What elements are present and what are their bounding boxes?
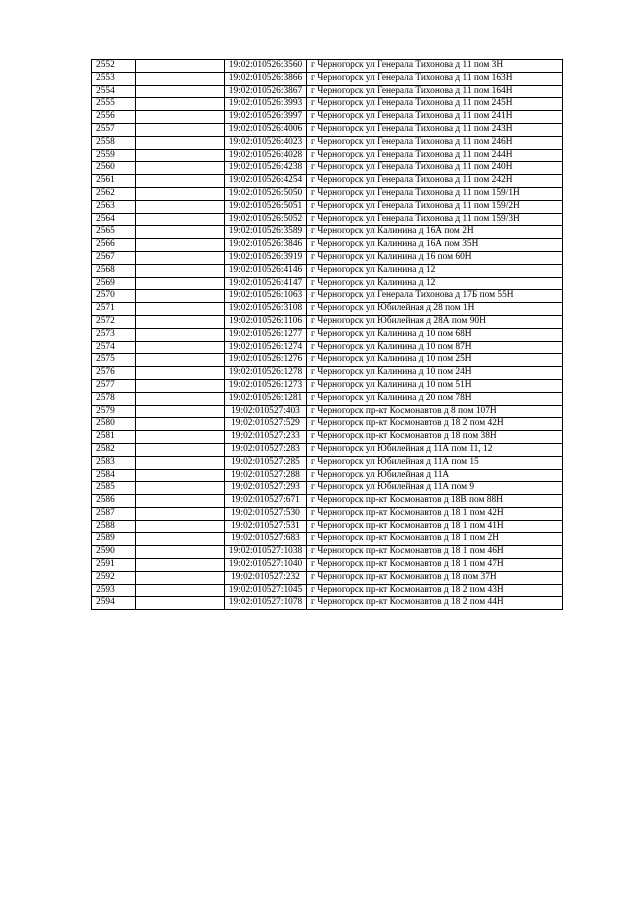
row-number-cell: 2563 xyxy=(92,200,136,213)
address-cell: г Черногорск ул Юбилейная д 11А пом 15 xyxy=(307,456,563,469)
cadastral-number-cell: 19:02:010527:283 xyxy=(225,443,307,456)
empty-cell xyxy=(136,315,225,328)
cadastral-number-cell: 19:02:010527:530 xyxy=(225,507,307,520)
row-number-cell: 2577 xyxy=(92,379,136,392)
table-row xyxy=(92,495,563,508)
table-row xyxy=(92,469,563,482)
cadastral-number-cell: 19:02:010526:5050 xyxy=(225,187,307,200)
empty-cell xyxy=(136,303,225,316)
empty-cell xyxy=(136,367,225,380)
address-cell: г Черногорск ул Юбилейная д 11А пом 11, 12 xyxy=(307,443,563,456)
cadastral-number-cell: 19:02:010527:531 xyxy=(225,520,307,533)
row-number-cell: 2553 xyxy=(92,72,136,85)
cadastral-number-cell: 19:02:010526:4006 xyxy=(225,123,307,136)
address-cell: г Черногорск ул Калинина д 10 пом 68Н xyxy=(307,328,563,341)
address-cell: г Черногорск пр-кт Космонавтов д 18 2 пом 44Н xyxy=(307,597,563,610)
empty-cell xyxy=(136,85,225,98)
cadastral-number-cell: 19:02:010526:1277 xyxy=(225,328,307,341)
cadastral-number-cell: 19:02:010526:3867 xyxy=(225,85,307,98)
address-cell: г Черногорск ул Калинина д 10 пом 24Н xyxy=(307,367,563,380)
cadastral-number-cell: 19:02:010526:3560 xyxy=(225,60,307,73)
address-cell: г Черногорск ул Генерала Тихонова д 11 пом 159/3Н xyxy=(307,213,563,226)
cadastral-number-cell: 19:02:010527:1040 xyxy=(225,559,307,572)
address-cell: г Черногорск ул Генерала Тихонова д 11 пом 159/1Н xyxy=(307,187,563,200)
row-number-cell: 2570 xyxy=(92,290,136,303)
cadastral-number-cell: 19:02:010526:3993 xyxy=(225,98,307,111)
row-number-cell: 2588 xyxy=(92,520,136,533)
table-row xyxy=(92,315,563,328)
cadastral-number-cell: 19:02:010526:1281 xyxy=(225,392,307,405)
empty-cell xyxy=(136,149,225,162)
address-cell: г Черногорск ул Калинина д 12 xyxy=(307,277,563,290)
address-cell: г Черногорск пр-кт Космонавтов д 18 2 пом 42Н xyxy=(307,418,563,431)
table-row xyxy=(92,264,563,277)
empty-cell xyxy=(136,443,225,456)
cadastral-number-cell: 19:02:010527:288 xyxy=(225,469,307,482)
table-row xyxy=(92,584,563,597)
cadastral-number-cell: 19:02:010526:1274 xyxy=(225,341,307,354)
row-number-cell: 2591 xyxy=(92,559,136,572)
row-number-cell: 2585 xyxy=(92,482,136,495)
address-cell: г Черногорск ул Генерала Тихонова д 11 пом 243Н xyxy=(307,123,563,136)
empty-cell xyxy=(136,392,225,405)
row-number-cell: 2555 xyxy=(92,98,136,111)
table-row xyxy=(92,303,563,316)
address-cell: г Черногорск ул Калинина д 16А пом 2Н xyxy=(307,226,563,239)
row-number-cell: 2590 xyxy=(92,546,136,559)
empty-cell xyxy=(136,72,225,85)
cadastral-number-cell: 19:02:010526:1278 xyxy=(225,367,307,380)
table-row xyxy=(92,85,563,98)
table-row xyxy=(92,111,563,124)
table-row xyxy=(92,162,563,175)
cadastral-number-cell: 19:02:010526:3919 xyxy=(225,251,307,264)
empty-cell xyxy=(136,290,225,303)
table-row xyxy=(92,533,563,546)
address-cell: г Черногорск пр-кт Космонавтов д 18 пом 38Н xyxy=(307,431,563,444)
row-number-cell: 2582 xyxy=(92,443,136,456)
empty-cell xyxy=(136,328,225,341)
empty-cell xyxy=(136,123,225,136)
table-row xyxy=(92,200,563,213)
address-cell: г Черногорск ул Генерала Тихонова д 11 пом 242Н xyxy=(307,175,563,188)
table-row xyxy=(92,175,563,188)
address-cell: г Черногорск ул Генерала Тихонова д 11 пом 245Н xyxy=(307,98,563,111)
table-row xyxy=(92,72,563,85)
address-cell: г Черногорск ул Генерала Тихонова д 17Б пом 55Н xyxy=(307,290,563,303)
row-number-cell: 2568 xyxy=(92,264,136,277)
address-cell: г Черногорск ул Генерала Тихонова д 11 пом 241Н xyxy=(307,111,563,124)
row-number-cell: 2569 xyxy=(92,277,136,290)
empty-cell xyxy=(136,341,225,354)
table-row xyxy=(92,418,563,431)
table-row xyxy=(92,379,563,392)
row-number-cell: 2575 xyxy=(92,354,136,367)
address-cell: г Черногорск ул Генерала Тихонова д 11 пом 240Н xyxy=(307,162,563,175)
empty-cell xyxy=(136,495,225,508)
cadastral-number-cell: 19:02:010526:4254 xyxy=(225,175,307,188)
address-cell: г Черногорск ул Калинина д 10 пом 51Н xyxy=(307,379,563,392)
cadastral-number-cell: 19:02:010527:403 xyxy=(225,405,307,418)
address-cell: г Черногорск ул Генерала Тихонова д 11 пом 244Н xyxy=(307,149,563,162)
address-cell: г Черногорск ул Юбилейная д 28А пом 90Н xyxy=(307,315,563,328)
row-number-cell: 2558 xyxy=(92,136,136,149)
address-cell: г Черногорск ул Калинина д 10 пом 25Н xyxy=(307,354,563,367)
table-row xyxy=(92,405,563,418)
cadastral-number-cell: 19:02:010526:1063 xyxy=(225,290,307,303)
empty-cell xyxy=(136,277,225,290)
table-row xyxy=(92,187,563,200)
property-table xyxy=(91,59,563,610)
table-row xyxy=(92,328,563,341)
row-number-cell: 2580 xyxy=(92,418,136,431)
empty-cell xyxy=(136,507,225,520)
address-cell: г Черногорск ул Генерала Тихонова д 11 пом 163Н xyxy=(307,72,563,85)
empty-cell xyxy=(136,559,225,572)
property-table-body xyxy=(92,60,563,610)
table-row xyxy=(92,507,563,520)
row-number-cell: 2562 xyxy=(92,187,136,200)
cadastral-number-cell: 19:02:010526:5051 xyxy=(225,200,307,213)
cadastral-number-cell: 19:02:010527:529 xyxy=(225,418,307,431)
table-row xyxy=(92,239,563,252)
empty-cell xyxy=(136,98,225,111)
table-row xyxy=(92,559,563,572)
empty-cell xyxy=(136,136,225,149)
row-number-cell: 2593 xyxy=(92,584,136,597)
address-cell: г Черногорск пр-кт Космонавтов д 18 1 пом 2Н xyxy=(307,533,563,546)
empty-cell xyxy=(136,187,225,200)
table-row xyxy=(92,149,563,162)
cadastral-number-cell: 19:02:010526:4028 xyxy=(225,149,307,162)
cadastral-number-cell: 19:02:010527:683 xyxy=(225,533,307,546)
empty-cell xyxy=(136,226,225,239)
table-row xyxy=(92,60,563,73)
cadastral-number-cell: 19:02:010526:4146 xyxy=(225,264,307,277)
empty-cell xyxy=(136,584,225,597)
cadastral-number-cell: 19:02:010526:4238 xyxy=(225,162,307,175)
address-cell: г Черногорск ул Калинина д 12 xyxy=(307,264,563,277)
empty-cell xyxy=(136,456,225,469)
table-row xyxy=(92,392,563,405)
empty-cell xyxy=(136,520,225,533)
table-row xyxy=(92,482,563,495)
address-cell: г Черногорск ул Юбилейная д 28 пом 1Н xyxy=(307,303,563,316)
address-cell: г Черногорск ул Калинина д 10 пом 87Н xyxy=(307,341,563,354)
table-row xyxy=(92,443,563,456)
address-cell: г Черногорск ул Калинина д 16 пом 60Н xyxy=(307,251,563,264)
row-number-cell: 2554 xyxy=(92,85,136,98)
table-row xyxy=(92,520,563,533)
cadastral-number-cell: 19:02:010527:1038 xyxy=(225,546,307,559)
address-cell: г Черногорск пр-кт Космонавтов д 18 1 пом 41Н xyxy=(307,520,563,533)
row-number-cell: 2573 xyxy=(92,328,136,341)
cadastral-number-cell: 19:02:010527:1078 xyxy=(225,597,307,610)
address-cell: г Черногорск пр-кт Космонавтов д 18 1 пом 42Н xyxy=(307,507,563,520)
cadastral-number-cell: 19:02:010526:4023 xyxy=(225,136,307,149)
address-cell: г Черногорск ул Генерала Тихонова д 11 пом 164Н xyxy=(307,85,563,98)
row-number-cell: 2574 xyxy=(92,341,136,354)
row-number-cell: 2578 xyxy=(92,392,136,405)
empty-cell xyxy=(136,571,225,584)
row-number-cell: 2556 xyxy=(92,111,136,124)
row-number-cell: 2559 xyxy=(92,149,136,162)
row-number-cell: 2565 xyxy=(92,226,136,239)
row-number-cell: 2594 xyxy=(92,597,136,610)
cadastral-number-cell: 19:02:010526:3589 xyxy=(225,226,307,239)
address-cell: г Черногорск ул Калинина д 20 пом 78Н xyxy=(307,392,563,405)
empty-cell xyxy=(136,200,225,213)
address-cell: г Черногорск ул Юбилейная д 11А пом 9 xyxy=(307,482,563,495)
empty-cell xyxy=(136,60,225,73)
table-row xyxy=(92,354,563,367)
empty-cell xyxy=(136,418,225,431)
empty-cell xyxy=(136,175,225,188)
empty-cell xyxy=(136,482,225,495)
row-number-cell: 2592 xyxy=(92,571,136,584)
table-row xyxy=(92,597,563,610)
table-row xyxy=(92,341,563,354)
cadastral-number-cell: 19:02:010526:5052 xyxy=(225,213,307,226)
row-number-cell: 2587 xyxy=(92,507,136,520)
address-cell: г Черногорск ул Калинина д 16А пом 35Н xyxy=(307,239,563,252)
address-cell: г Черногорск пр-кт Космонавтов д 18 1 пом 47Н xyxy=(307,559,563,572)
empty-cell xyxy=(136,162,225,175)
empty-cell xyxy=(136,213,225,226)
row-number-cell: 2560 xyxy=(92,162,136,175)
row-number-cell: 2576 xyxy=(92,367,136,380)
row-number-cell: 2581 xyxy=(92,431,136,444)
cadastral-number-cell: 19:02:010526:3997 xyxy=(225,111,307,124)
address-cell: г Черногорск пр-кт Космонавтов д 8 пом 107Н xyxy=(307,405,563,418)
table-row xyxy=(92,431,563,444)
cadastral-number-cell: 19:02:010526:3866 xyxy=(225,72,307,85)
cadastral-number-cell: 19:02:010526:3108 xyxy=(225,303,307,316)
empty-cell xyxy=(136,431,225,444)
cadastral-number-cell: 19:02:010527:285 xyxy=(225,456,307,469)
table-row xyxy=(92,290,563,303)
cadastral-number-cell: 19:02:010527:1045 xyxy=(225,584,307,597)
empty-cell xyxy=(136,597,225,610)
row-number-cell: 2579 xyxy=(92,405,136,418)
table-row xyxy=(92,277,563,290)
table-row xyxy=(92,367,563,380)
empty-cell xyxy=(136,379,225,392)
address-cell: г Черногорск пр-кт Космонавтов д 18В пом 88Н xyxy=(307,495,563,508)
table-row xyxy=(92,98,563,111)
address-cell: г Черногорск ул Генерала Тихонова д 11 пом 159/2Н xyxy=(307,200,563,213)
table-row xyxy=(92,251,563,264)
cadastral-number-cell: 19:02:010526:1273 xyxy=(225,379,307,392)
row-number-cell: 2571 xyxy=(92,303,136,316)
cadastral-number-cell: 19:02:010527:232 xyxy=(225,571,307,584)
cadastral-number-cell: 19:02:010526:1276 xyxy=(225,354,307,367)
empty-cell xyxy=(136,251,225,264)
row-number-cell: 2583 xyxy=(92,456,136,469)
row-number-cell: 2567 xyxy=(92,251,136,264)
address-cell: г Черногорск пр-кт Космонавтов д 18 1 пом 46Н xyxy=(307,546,563,559)
row-number-cell: 2572 xyxy=(92,315,136,328)
empty-cell xyxy=(136,405,225,418)
table-row xyxy=(92,546,563,559)
cadastral-number-cell: 19:02:010527:293 xyxy=(225,482,307,495)
row-number-cell: 2584 xyxy=(92,469,136,482)
table-row xyxy=(92,213,563,226)
cadastral-number-cell: 19:02:010527:233 xyxy=(225,431,307,444)
table-row xyxy=(92,136,563,149)
address-cell: г Черногорск ул Юбилейная д 11А xyxy=(307,469,563,482)
row-number-cell: 2557 xyxy=(92,123,136,136)
row-number-cell: 2564 xyxy=(92,213,136,226)
table-row xyxy=(92,123,563,136)
empty-cell xyxy=(136,469,225,482)
address-cell: г Черногорск пр-кт Космонавтов д 18 пом 37Н xyxy=(307,571,563,584)
table-row xyxy=(92,571,563,584)
row-number-cell: 2566 xyxy=(92,239,136,252)
empty-cell xyxy=(136,239,225,252)
row-number-cell: 2552 xyxy=(92,60,136,73)
empty-cell xyxy=(136,354,225,367)
address-cell: г Черногорск ул Генерала Тихонова д 11 пом 246Н xyxy=(307,136,563,149)
row-number-cell: 2589 xyxy=(92,533,136,546)
empty-cell xyxy=(136,264,225,277)
empty-cell xyxy=(136,546,225,559)
row-number-cell: 2586 xyxy=(92,495,136,508)
row-number-cell: 2561 xyxy=(92,175,136,188)
address-cell: г Черногорск ул Генерала Тихонова д 11 пом 3Н xyxy=(307,60,563,73)
empty-cell xyxy=(136,533,225,546)
cadastral-number-cell: 19:02:010527:671 xyxy=(225,495,307,508)
address-cell: г Черногорск пр-кт Космонавтов д 18 2 пом 43Н xyxy=(307,584,563,597)
table-row xyxy=(92,456,563,469)
table-row xyxy=(92,226,563,239)
empty-cell xyxy=(136,111,225,124)
cadastral-number-cell: 19:02:010526:4147 xyxy=(225,277,307,290)
cadastral-number-cell: 19:02:010526:1106 xyxy=(225,315,307,328)
cadastral-number-cell: 19:02:010526:3846 xyxy=(225,239,307,252)
